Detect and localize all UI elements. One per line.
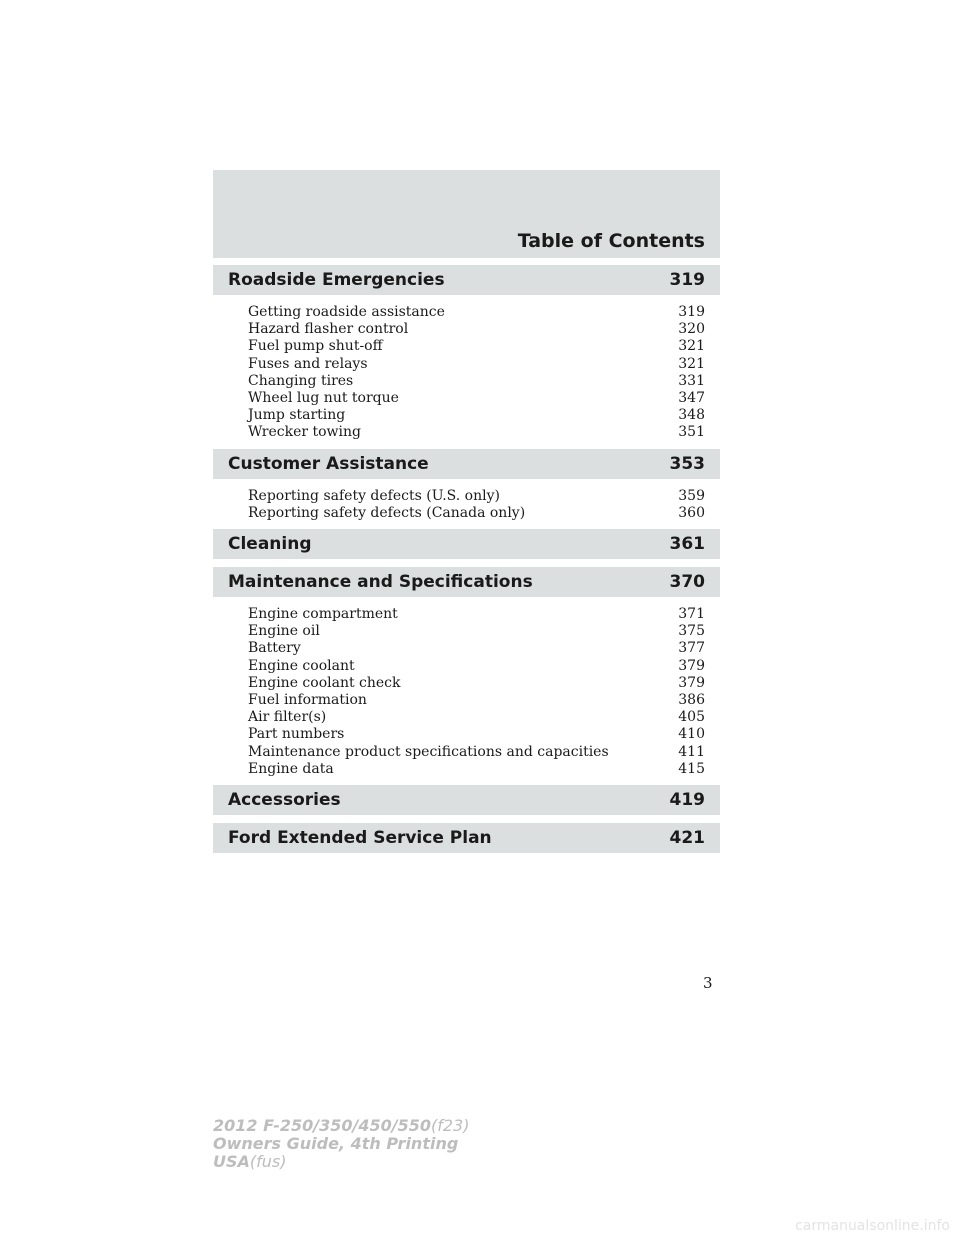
section-title: Cleaning xyxy=(228,534,312,555)
entry-page: 331 xyxy=(678,372,705,389)
toc-entry[interactable] xyxy=(248,321,705,338)
entry-label: Engine coolant check xyxy=(248,674,401,691)
entry-label: Engine oil xyxy=(248,623,320,640)
entry-page: 410 xyxy=(678,726,705,743)
entry-label: Battery xyxy=(248,640,301,657)
entry-label: Engine data xyxy=(248,760,334,777)
entry-label: Part numbers xyxy=(248,726,345,743)
entry-label: Reporting safety defects (U.S. only) xyxy=(248,487,500,504)
toc-entry[interactable] xyxy=(248,505,705,522)
entry-label: Wheel lug nut torque xyxy=(248,390,399,407)
section xyxy=(213,529,720,559)
section-title: Accessories xyxy=(228,790,341,811)
entry-label: Fuel pump shut-off xyxy=(248,338,383,355)
entry-page: 359 xyxy=(678,487,705,504)
section xyxy=(213,265,720,449)
section xyxy=(213,785,720,815)
section-header[interactable] xyxy=(213,529,720,559)
toc-entry[interactable] xyxy=(248,744,705,761)
toc-entry[interactable] xyxy=(248,338,705,355)
entry-page: 351 xyxy=(678,424,705,441)
footer-model-code: (f23) xyxy=(431,1116,470,1135)
page-title: Table of Contents xyxy=(517,230,705,252)
toc-entry[interactable] xyxy=(248,356,705,373)
table-of-contents xyxy=(213,265,720,853)
section-header[interactable] xyxy=(213,823,720,853)
entry-label: Engine coolant xyxy=(248,657,355,674)
entry-page: 371 xyxy=(678,606,705,623)
section-header[interactable] xyxy=(213,785,720,815)
entry-page: 375 xyxy=(678,623,705,640)
page-number: 3 xyxy=(703,974,713,992)
watermark: carmanualsonline.info xyxy=(795,1218,950,1234)
toc-entry[interactable] xyxy=(248,658,705,675)
entry-label: Getting roadside assistance xyxy=(248,304,445,320)
entry-page: 321 xyxy=(678,355,705,372)
entry-label: Hazard flasher control xyxy=(248,321,409,338)
toc-entry[interactable] xyxy=(248,373,705,390)
section-page: 370 xyxy=(669,572,705,593)
footer-region-code: (fus) xyxy=(249,1152,287,1171)
section-title: Customer Assistance xyxy=(228,453,429,474)
toc-entry[interactable] xyxy=(248,606,705,623)
footer-region: USA xyxy=(213,1152,250,1171)
section-header[interactable] xyxy=(213,449,720,479)
entry-page: 379 xyxy=(678,657,705,674)
section-page: 419 xyxy=(669,790,705,811)
header-band xyxy=(213,170,720,258)
entry-page: 319 xyxy=(678,304,705,320)
entry-page: 360 xyxy=(678,504,705,521)
section-header[interactable] xyxy=(213,567,720,597)
section xyxy=(213,449,720,529)
entry-label: Jump starting xyxy=(248,407,346,424)
entry-page: 377 xyxy=(678,640,705,657)
section-gap xyxy=(213,559,720,567)
footer-model: 2012 F-250/350/450/550 xyxy=(213,1116,431,1135)
toc-entry[interactable] xyxy=(248,675,705,692)
toc-entry[interactable] xyxy=(248,390,705,407)
toc-entry[interactable] xyxy=(248,407,705,424)
toc-entry[interactable] xyxy=(248,640,705,657)
entry-page: 386 xyxy=(678,692,705,709)
toc-entry[interactable] xyxy=(248,424,705,441)
entry-label: Air filter(s) xyxy=(248,709,327,726)
entry-page: 379 xyxy=(678,674,705,691)
section-page: 319 xyxy=(669,270,705,290)
section xyxy=(213,823,720,853)
toc-entry[interactable] xyxy=(248,692,705,709)
footer xyxy=(213,1117,469,1171)
entry-label: Wrecker towing xyxy=(248,424,361,441)
section-header[interactable] xyxy=(213,265,720,295)
toc-entry[interactable] xyxy=(248,623,705,640)
entry-page: 320 xyxy=(678,321,705,338)
section-title: Maintenance and Specifications xyxy=(228,572,533,593)
entry-page: 405 xyxy=(678,709,705,726)
entry-page: 347 xyxy=(678,390,705,407)
entry-label: Changing tires xyxy=(248,372,354,389)
section-page: 421 xyxy=(669,828,705,849)
entry-page: 415 xyxy=(678,760,705,777)
entry-page: 411 xyxy=(678,743,705,760)
toc-entry[interactable] xyxy=(248,726,705,743)
section xyxy=(213,567,720,785)
entry-page: 348 xyxy=(678,407,705,424)
toc-entry[interactable] xyxy=(248,709,705,726)
section-title: Roadside Emergencies xyxy=(228,270,445,290)
entry-label: Fuel information xyxy=(248,692,367,709)
entry-label: Maintenance product specifications and capacities xyxy=(248,743,609,760)
section-page: 353 xyxy=(669,453,705,474)
footer-guide: Owners Guide, 4th Printing xyxy=(213,1134,459,1153)
toc-entry[interactable] xyxy=(248,304,705,321)
toc-entry[interactable] xyxy=(248,488,705,505)
entry-label: Engine compartment xyxy=(248,606,398,623)
entry-label: Reporting safety defects (Canada only) xyxy=(248,504,526,521)
entry-page: 321 xyxy=(678,338,705,355)
section-page: 361 xyxy=(669,534,705,555)
entry-label: Fuses and relays xyxy=(248,355,368,372)
section-title: Ford Extended Service Plan xyxy=(228,828,492,849)
toc-entry[interactable] xyxy=(248,761,705,778)
section-gap xyxy=(213,815,720,823)
